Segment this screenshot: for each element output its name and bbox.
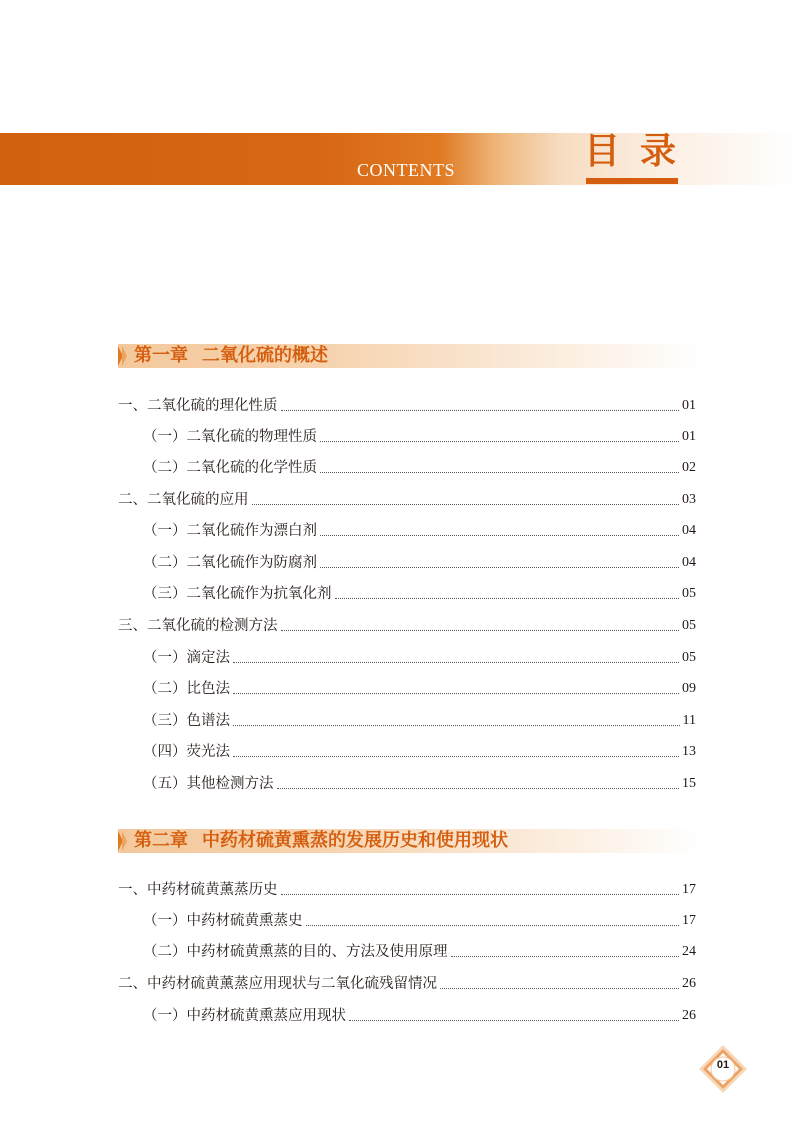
- toc-entry-label: （一）滴定法: [143, 650, 230, 666]
- page-number-badge: [698, 1044, 748, 1094]
- toc-entry-page: 01: [682, 398, 696, 413]
- leader-dots: [451, 956, 680, 957]
- toc-entry-label: 一、中药材硫黄薰蒸历史: [118, 882, 278, 898]
- toc-entry-label: 二、二氧化硫的应用: [118, 492, 249, 508]
- title-underline: [586, 178, 678, 184]
- toc-entry-label: （三）色谱法: [143, 713, 230, 729]
- leader-dots: [306, 925, 680, 926]
- toc-entry-page: 15: [682, 776, 696, 791]
- toc-entry-page: 05: [682, 650, 696, 665]
- toc-entry-page: 03: [682, 492, 696, 507]
- toc-entry[interactable]: [118, 396, 696, 416]
- toc-entry-label: 二、中药材硫黄薰蒸应用现状与二氧化硫残留情况: [118, 976, 437, 992]
- leader-dots: [252, 504, 680, 505]
- toc-entry[interactable]: [118, 490, 696, 510]
- toc-entry-label: （三）二氧化硫作为抗氧化剂: [143, 586, 332, 602]
- toc-entry-label: （二）比色法: [143, 681, 230, 697]
- toc-entry-label: （五）其他检测方法: [143, 776, 274, 792]
- toc-entry-label: 一、二氧化硫的理化性质: [118, 398, 278, 414]
- leader-dots: [320, 472, 679, 473]
- toc-entry-label: （一）中药材硫黄熏蒸应用现状: [143, 1008, 346, 1024]
- toc-entry[interactable]: [143, 648, 696, 668]
- page-number: 01: [716, 1059, 730, 1071]
- toc-entry[interactable]: [143, 521, 696, 541]
- leader-dots: [233, 756, 679, 757]
- chapter-title: [134, 343, 328, 369]
- toc-entry[interactable]: [143, 584, 696, 604]
- toc-entry-page: 26: [682, 1008, 696, 1023]
- leader-dots: [281, 630, 680, 631]
- leader-dots: [233, 725, 680, 726]
- leader-dots: [440, 988, 679, 989]
- leader-dots: [281, 894, 680, 895]
- toc-entry[interactable]: [143, 911, 696, 931]
- chapter-number: 第一章: [134, 345, 188, 366]
- toc-entry[interactable]: [143, 427, 696, 447]
- toc-entry-page: 17: [682, 882, 696, 897]
- toc-entry-label: （一）二氧化硫作为漂白剂: [143, 523, 317, 539]
- chapter-heading-2[interactable]: [118, 829, 702, 853]
- toc-entry-page: 13: [682, 744, 696, 759]
- toc-entry-page: 05: [682, 586, 696, 601]
- chapter-ornament-icon: [118, 831, 128, 851]
- leader-dots: [335, 598, 680, 599]
- toc-entry-page: 05: [682, 618, 696, 633]
- toc-entry[interactable]: [118, 974, 696, 994]
- toc-entry[interactable]: [118, 616, 696, 636]
- toc-entry-label: （一）中药材硫黄熏蒸史: [143, 913, 303, 929]
- toc-entry[interactable]: [143, 742, 696, 762]
- chapter-name: 二氧化硫的概述: [202, 345, 328, 366]
- toc-entry[interactable]: [118, 880, 696, 900]
- leader-dots: [281, 410, 680, 411]
- toc-entry-page: 09: [682, 681, 696, 696]
- toc-entry[interactable]: [143, 1006, 696, 1026]
- toc-entry[interactable]: [143, 458, 696, 478]
- chapter-title: [134, 828, 508, 854]
- toc-entry-page: 17: [682, 913, 696, 928]
- toc-entry-label: （一）二氧化硫的物理性质: [143, 429, 317, 445]
- leader-dots: [277, 788, 680, 789]
- leader-dots: [233, 693, 679, 694]
- toc-entry-label: （二）中药材硫黄熏蒸的目的、方法及使用原理: [143, 944, 448, 960]
- toc-entry-label: （四）荧光法: [143, 744, 230, 760]
- toc-entry-page: 04: [682, 555, 696, 570]
- leader-dots: [320, 441, 679, 442]
- leader-dots: [320, 535, 679, 536]
- leader-dots: [233, 662, 679, 663]
- toc-entry-page: 26: [682, 976, 696, 991]
- toc-entry[interactable]: [143, 942, 696, 962]
- leader-dots: [349, 1020, 679, 1021]
- chapter-name: 中药材硫黄熏蒸的发展历史和使用现状: [202, 830, 508, 851]
- toc-entry-label: （二）二氧化硫作为防腐剂: [143, 555, 317, 571]
- toc-entry-label: （二）二氧化硫的化学性质: [143, 460, 317, 476]
- toc-entry-page: 24: [682, 944, 696, 959]
- toc-entry[interactable]: [143, 774, 696, 794]
- toc-entry-page: 01: [682, 429, 696, 444]
- page-title: 目录: [584, 131, 697, 172]
- toc-entry-page: 04: [682, 523, 696, 538]
- toc-entry-label: 三、二氧化硫的检测方法: [118, 618, 278, 634]
- toc-entry[interactable]: [143, 711, 696, 731]
- toc-entry-page: 02: [682, 460, 696, 475]
- contents-label: CONTENTS: [357, 160, 455, 180]
- chapter-heading-1[interactable]: [118, 344, 702, 368]
- toc-entry[interactable]: [143, 679, 696, 699]
- toc-entry-page: 11: [682, 713, 696, 728]
- chapter-ornament-icon: [118, 346, 128, 366]
- chapter-number: 第二章: [134, 830, 188, 851]
- leader-dots: [320, 567, 679, 568]
- toc-entry[interactable]: [143, 553, 696, 573]
